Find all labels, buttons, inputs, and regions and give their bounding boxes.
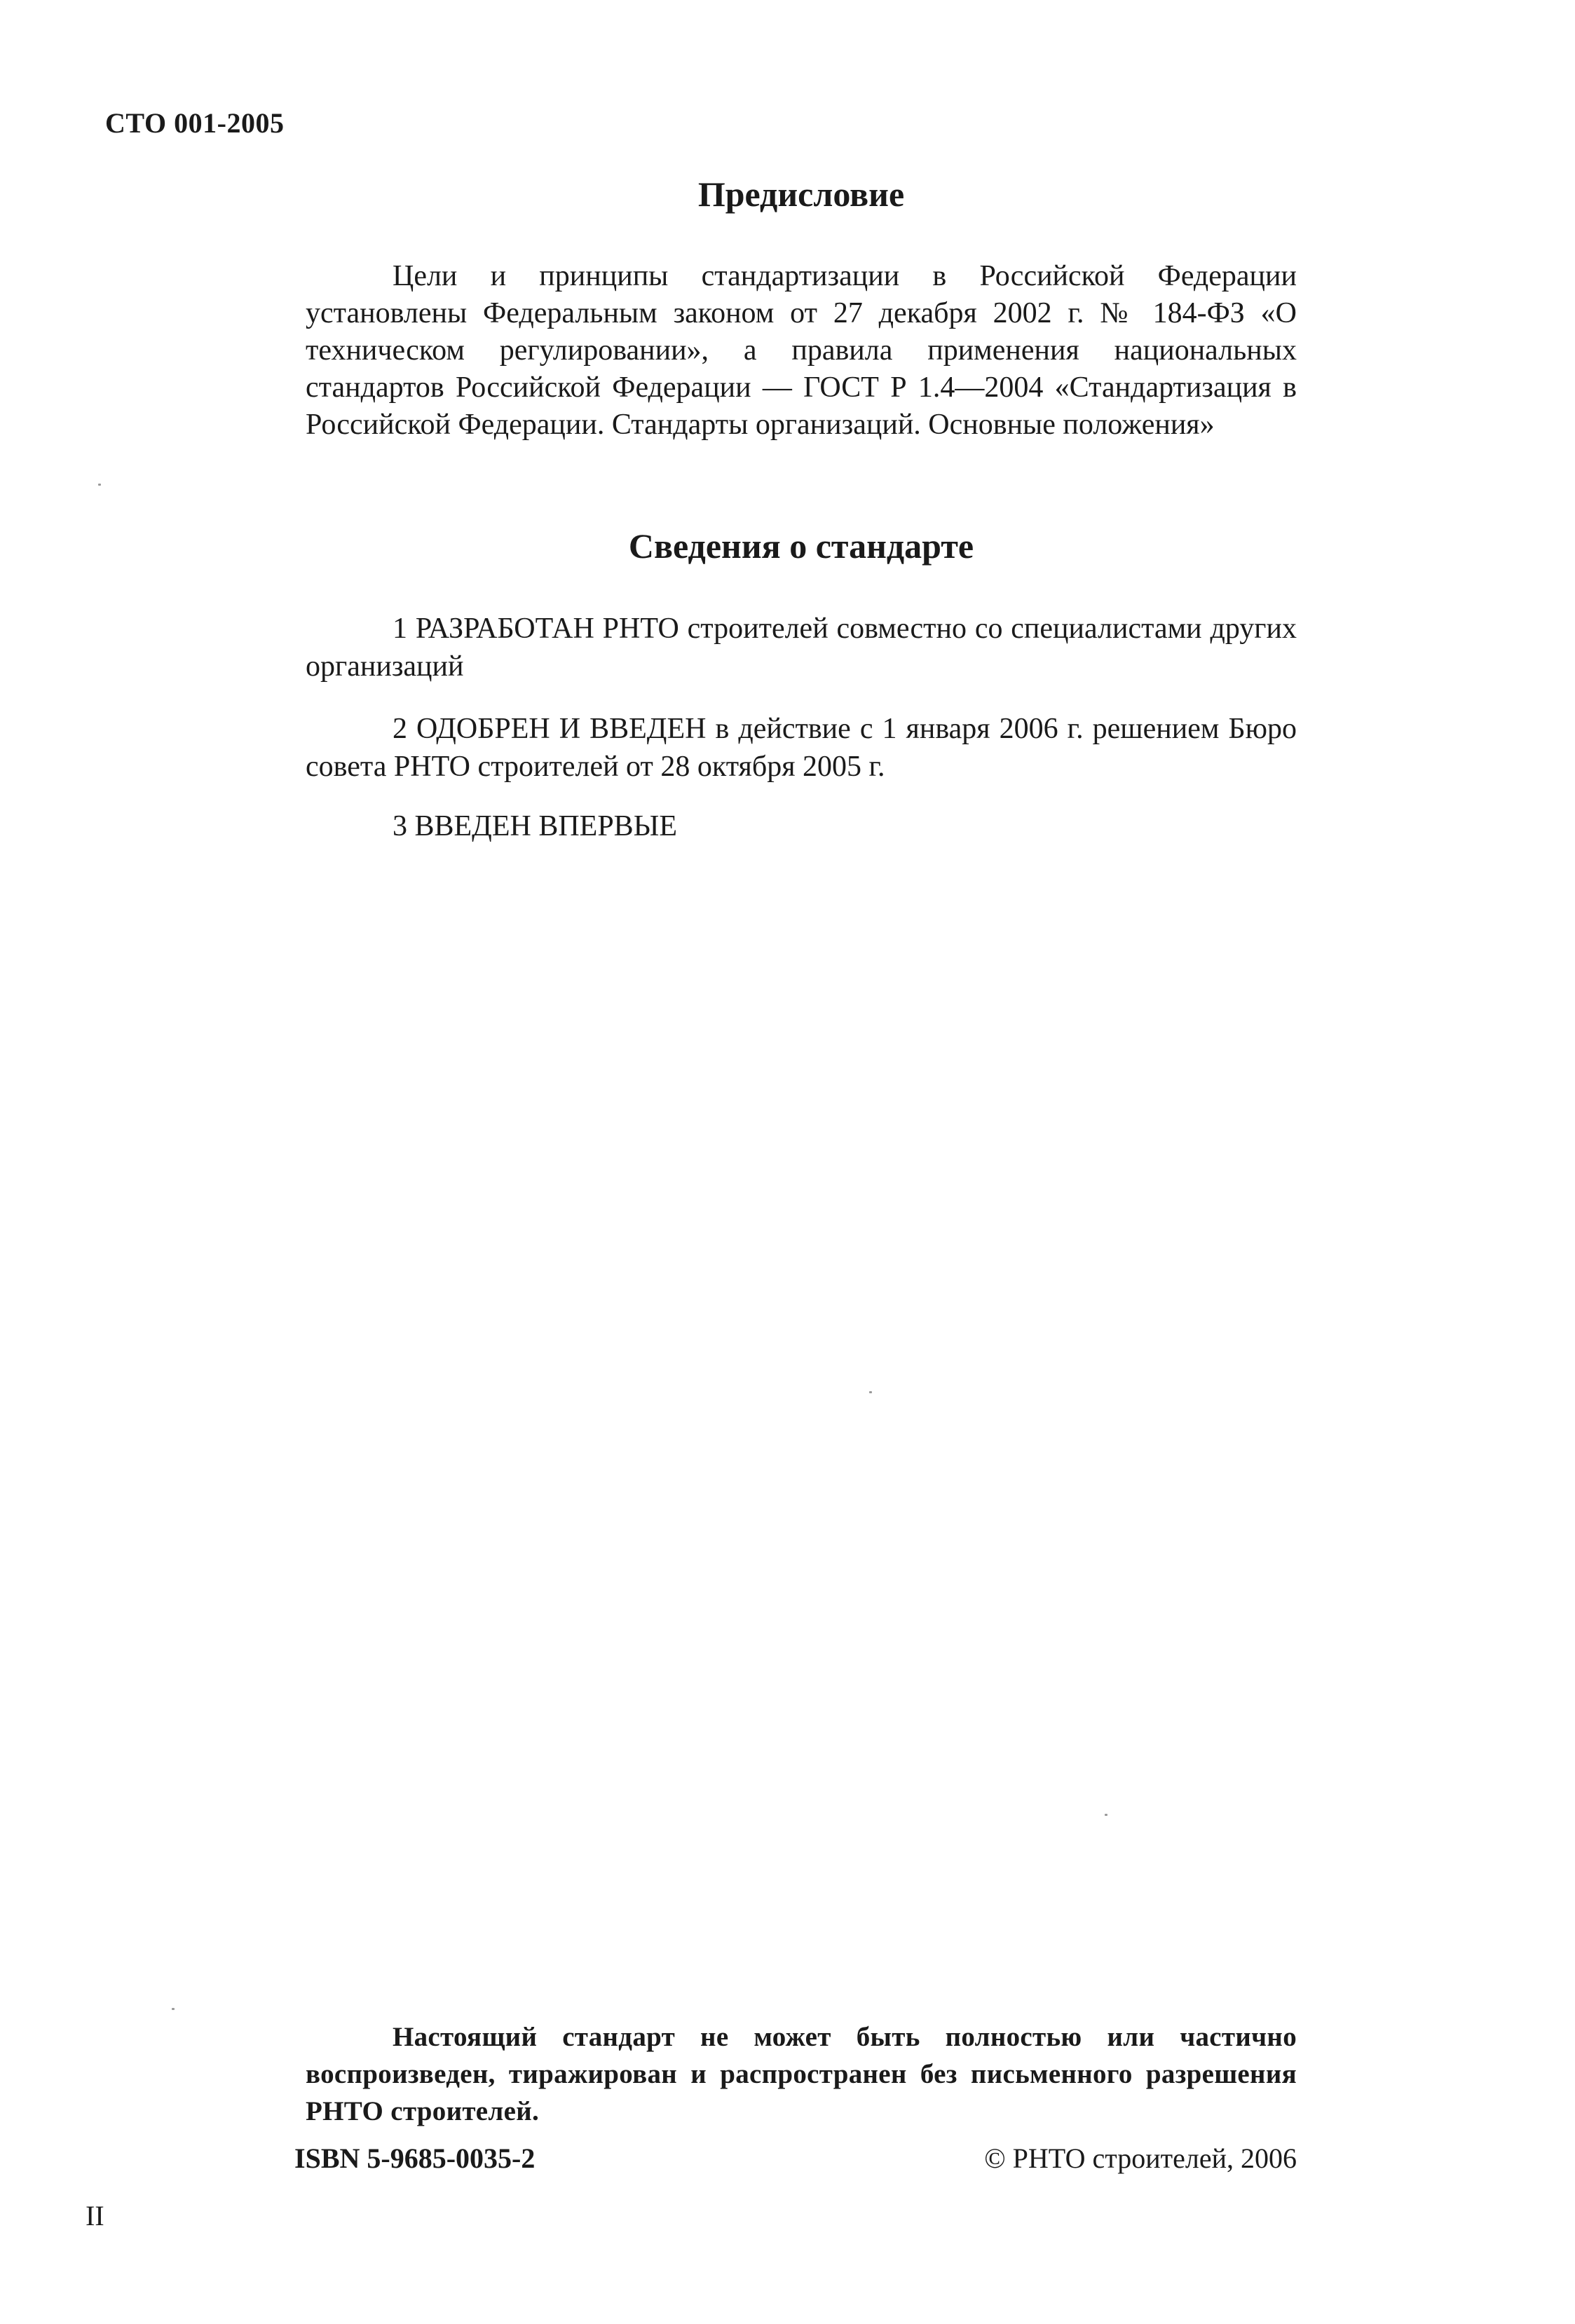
- scan-speck: [172, 2008, 175, 2010]
- standard-info-item-3: 3 ВВЕДЕН ВПЕРВЫЕ: [393, 810, 677, 842]
- scan-speck: [1105, 1814, 1107, 1816]
- scan-speck: [98, 484, 101, 486]
- page-number: II: [86, 2200, 104, 2231]
- scan-speck: [869, 1391, 872, 1393]
- document-code: СТО 001-2005: [105, 107, 285, 139]
- reproduction-notice: Настоящий стандарт не может быть полностью или частично воспроизведен, тиражирован и распространен без письменного разрешения РНТО строителей.: [306, 2022, 1297, 2126]
- copyright: © РНТО строителей, 2006: [984, 2142, 1297, 2174]
- standard-info-item-1: 1 РАЗРАБОТАН РНТО строителей совместно со специалистами других организаций: [306, 613, 1297, 683]
- foreword-text: Цели и принципы стандартизации в Российской Федерации установлены Федеральным законом от 27 декабря 2002 г. № 184-ФЗ «О техническом регулировании», а правила применения национальных стандартов Российской Федерации — ГОСТ Р 1.4—2004 «Стандартизация в Российской Федерации. Стандарты организаций. Основные положения»: [306, 260, 1297, 441]
- foreword-title: Предисловие: [697, 175, 905, 214]
- standard-info-title: Сведения о стандарте: [628, 526, 974, 566]
- isbn: ISBN 5-9685-0035-2: [294, 2142, 536, 2174]
- standard-info-item-2: 2 ОДОБРЕН И ВВЕДЕН в действие с 1 января 2006 г. решением Бюро совета РНТО строителей от 28 октября 2005 г.: [306, 713, 1297, 783]
